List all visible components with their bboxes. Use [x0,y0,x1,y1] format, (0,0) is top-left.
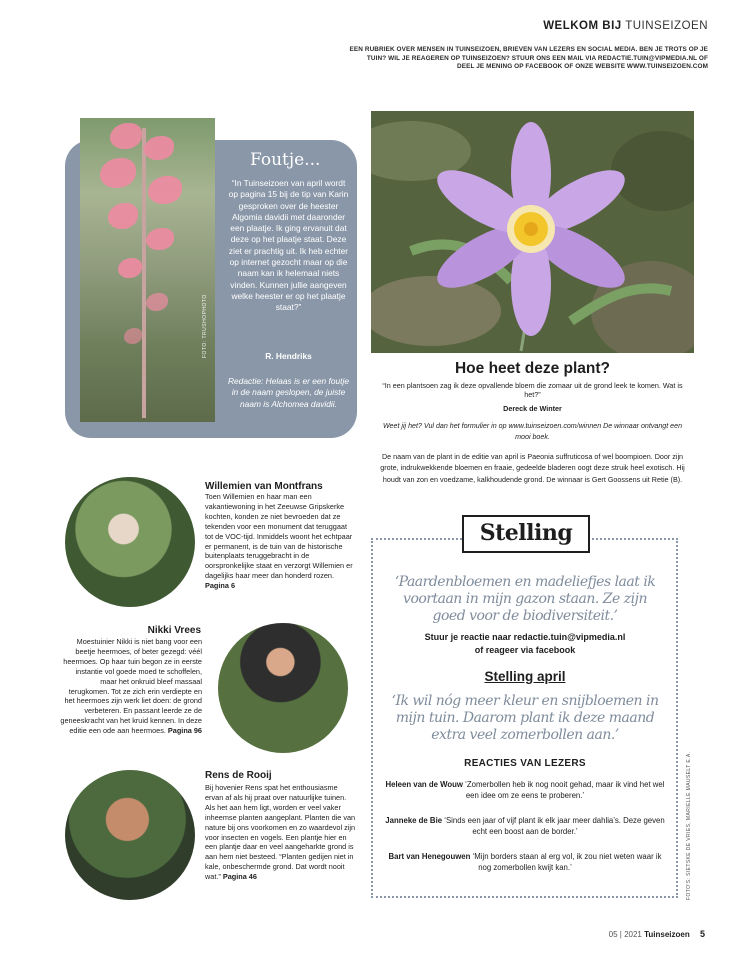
flower-photo [371,111,694,353]
reader-text: Toen Willemien en haar man een vakantiewoning in het Zeeuwse Gripskerke kochten, konden ze niet bevroeden dat ze tekenden voor een monument dat teruggaat tot de VOC-tijd. Inmiddels woont het echtpaar er permanent, is de tuin van de historische buitenplaats teruggebracht in de oorspronkelijke staat en verzorgt Willemien er dagelijks haar meer dan honderd rozen. Pagina 6 [205,492,353,591]
stelling-label: Stelling [462,515,590,553]
stelling-cta: Stuur je reactie naar redactie.tuin@vipmedia.nl of reageer via facebook [424,632,626,655]
avatar [65,477,195,607]
reader-name: Willemien van Montfrans [205,481,323,492]
avatar [218,623,348,753]
foutje-signature: R. Hendriks [265,351,312,361]
reactie: Bart van Henegouwen ‘Mijn borders staan al erg vol, ik zou niet weten waar ik nog zomerbollen kwijt kan.’ [388,852,662,872]
reacties-title: REACTIES VAN LEZERS [464,758,586,769]
reactie: Heleen van de Wouw ‘Zomerbollen heb ik nog nooit gehad, maar ik vind het wel een idee om ze eens te proberen.’ [385,780,665,800]
plant-signature: Dereck de Winter [503,404,562,413]
plant-letter: “In een plantsoen zag ik deze opvallende bloem die zomaar uit de grond leek te komen. Wat is het?” [382,381,683,400]
shrub-photo [80,118,215,422]
foutje-title: Foutje... [250,150,321,170]
page-footer: 05 | 2021 Tuinseizoen 5 [608,929,705,939]
reader-text: Moestuinier Nikki is niet bang voor een beetje heermoes, of beter gezegd: véél heermoes. Op haar tuin begon ze in eerste instantie vol goede moed te schoffelen, maar het onkruid bleef massaal terugkomen. Tot ze zich erin verdiepte en het heermoes zijn werk liet doen: de grond verbeteren. En passant leerde ze de geneeskracht van het kruid kennen. In deze editie een ode aan heermoes. Pagina 96 [60,637,202,736]
section-intro: EEN RUBRIEK OVER MENSEN IN TUINSEIZOEN, BRIEVEN VAN LEZERS EN SOCIAL MEDIA. BEN JE TROTS OP JE TUIN? WIL JE REAGEREN OP TUINSEIZOEN? STUUR ONS EEN MAIL VIA REDACTIE.TUIN@VIPMEDIA.NL OF DEEL JE MENING OP FACEBOOK OF ONZE WEBSITE WWW.TUINSEIZOEN.COM [349,46,708,70]
plant-contest-text: Weet jij het? Vul dan het formulier in op www.tuinseizoen.com/winnen De winnaar ontvangt een mooi boek. [382,422,683,441]
foutje-redactie-reply: Redactie: Helaas is er een foutje in de naam geslopen, de juiste naam is Alchomea davidii. [227,376,350,409]
reader-name: Rens de Rooij [205,770,272,781]
page-number: 5 [699,929,705,939]
reactie: Janneke de Bie ‘Sinds een jaar of vijf plant ik elk jaar meer dahlia’s. Deze geven echt een boost aan de border.’ [385,816,665,836]
avatar [65,770,195,900]
reader-name: Nikki Vrees [147,625,201,636]
foutje-letter: “In Tuinseizoen van april wordt op pagina 15 bij de tip van Karin gesproken over de heester Algomia davidii met daaronder een plaatje. Ik ging ervanuit dat deze op het plaatje staat. Deze ziet er prachtig uit. Ik heb echter op internet gezocht maar op die naam kan ik helemaal niets vinden. Kunnen jullie aangeven welke heester er op het plaatje staat?” [228,178,349,313]
plant-question-title: Hoe heet deze plant? [454,360,611,377]
photo-credit: FOTO: TRUSHOPHOTO [202,294,208,358]
photo-credit: FOTO'S: SIETSKE DE VRIES, MARIELLE MAUSELT E.A. [686,751,692,900]
plant-answer: De naam van de plant in de editie van april is Paeonia suffruticosa of wel boompioen. Door zijn grote, indrukwekkende bloemen en fraaie, gedeelde bladeren oogt deze struik heel exotisch. Hij houdt van zon en voedzame, kalkhoudende grond. De winnaar is Gert Goossens uit Retie (B). [380,452,685,484]
stelling-statement: ‘Paardenbloemen en madeliefjes laat ik voortaan in mijn gazon staan. Ze zijn goed voor de biodiversiteit.’ [394,574,656,624]
reader-text: Bij hovenier Rens spat het enthousiasme ervan af als hij praat over natuurlijke tuinen. Als het aan hem ligt, worden er veel vaker inheemse planten aangeplant. Planten die van nature bij ons voorkomen en zo waardevol zijn voor insecten en vogels. Een plantje hier en een plantje daar en veel aangeharkte grond is aan hem niet besteed. “Planten gedijen niet in kale, onbeschermde grond. Dat wordt nooit wat.” Pagina 46 [205,783,356,882]
stelling-april-title: Stelling april [484,669,566,684]
section-title: WELKOM BIJ TUINSEIZOEN [543,20,708,32]
stelling-april-statement: ‘Ik wil nóg meer kleur en snijbloemen in mijn tuin. Daarom plant ik deze maand extra veel zomerbollen aan.’ [391,693,659,743]
